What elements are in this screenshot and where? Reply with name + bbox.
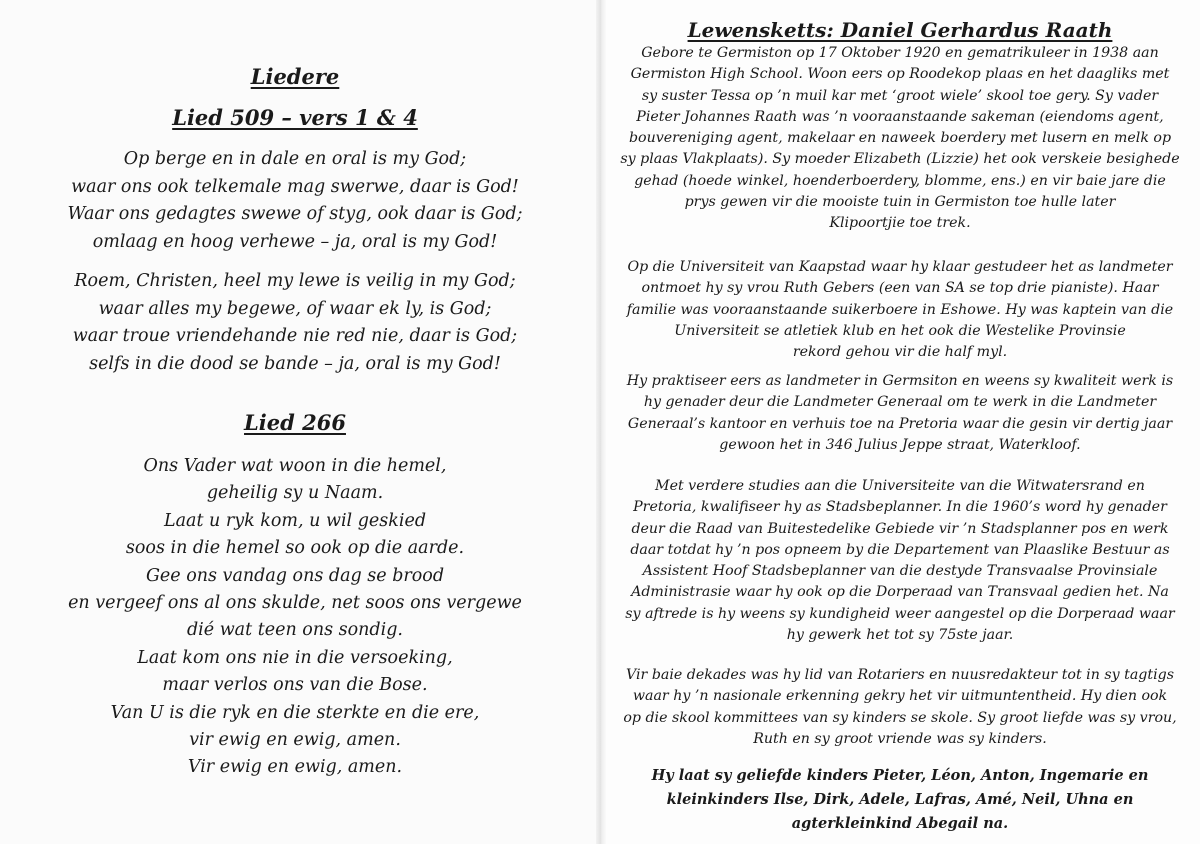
paragraph-line: ontmoet hy sy vrou Ruth Gebers (een van SA se top drie pianiste). Haar — [641, 280, 1159, 297]
paragraph-line: Hy praktiseer eers as landmeter in Germsiton en weens sy kwaliteit werk is — [626, 373, 1174, 389]
closing-line: agterkleinkind Abegail na. — [791, 815, 1009, 832]
prayer-line: Gee ons vandag ons dag se brood — [145, 565, 445, 586]
paragraph-line: gehad (hoede winkel, hoenderboerdery, blomme, ens.) en vir baie jare die — [634, 172, 1166, 189]
paragraph-line: Universiteit se atletiek klub en het ook die Westelike Provinsie — [674, 322, 1126, 339]
paragraph-line: hy genader deur die Landmeter Generaal om te werk in die Landmeter — [643, 394, 1157, 411]
hymn-266-title: Lied 266 — [244, 410, 346, 435]
paragraph-line: hy gewerk het tot sy 75ste jaar. — [786, 627, 1014, 644]
paragraph-line: Vir baie dekades was hy lid van Rotariers en nuusredakteur tot in sy tagtigs — [626, 667, 1174, 683]
prayer-line: Laat kom ons nie in die versoeking, — [137, 647, 453, 668]
verse-line: selfs in die dood se bande – ja, oral is my God! — [89, 353, 501, 374]
closing-line: Hy laat sy geliefde kinders Pieter, Léon, Anton, Ingemarie en — [651, 767, 1149, 784]
page-gutter — [596, 0, 606, 844]
paragraph-line: Gebore te Germiston op 17 Oktober 1920 en gematrikuleer in 1938 aan — [641, 45, 1159, 61]
paragraph-line: Op die Universiteit van Kaapstad waar hy klaar gestudeer het as landmeter — [627, 259, 1173, 275]
paragraph-line: Assistent Hoof Stadsbeplanner van die destyde Transvaalse Provinsiale — [642, 563, 1158, 580]
biography-paragraph-4 — [612, 476, 1188, 646]
prayer-line: soos in die hemel so ook op die aarde. — [125, 538, 465, 559]
paragraph-line: gewoon het in 346 Julius Jeppe straat, Waterkloof. — [719, 436, 1081, 453]
paragraph-line: rekord gehou vir die half myl. — [792, 344, 1008, 361]
prayer-line: geheilig sy u Naam. — [206, 483, 384, 504]
paragraph-line: Ruth en sy groot vriende was sy kinders. — [753, 730, 1047, 747]
paragraph-line: prys gewen vir die mooiste tuin in Germiston toe hulle later — [684, 194, 1116, 211]
biography-title: Lewensketts: Daniel Gerhardus Raath — [687, 18, 1113, 42]
hymn-509-verse-4 — [0, 268, 590, 378]
paragraph-line: Pretoria, kwalifiseer hy as Stadsbeplanner. In die 1960’s word hy genader — [633, 499, 1167, 516]
verse-line: Waar ons gedagtes swewe of styg, ook daar is God; — [67, 204, 523, 224]
closing-line: kleinkinders Ilse, Dirk, Adele, Lafras, Amé, Neil, Uhna en — [666, 791, 1134, 808]
prayer-line: dié wat teen ons sondig. — [186, 620, 403, 641]
paragraph-line: sy plaas Vlakplaats). Sy moeder Elizabeth (Lizzie) het ook verskeie besighede — [620, 151, 1180, 168]
verse-line: Roem, Christen, heel my lewe is veilig in my God; — [74, 271, 516, 291]
prayer-line: vir ewig en ewig, amen. — [189, 730, 401, 751]
hymn-509-title: Lied 509 – vers 1 & 4 — [172, 105, 418, 130]
songs-heading: Liedere — [250, 64, 340, 89]
biography-paragraph-5 — [612, 665, 1188, 750]
paragraph-line: deur die Raad van Buitestedelike Gebiede vir ’n Stadsplanner pos en werk — [631, 520, 1169, 537]
prayer-line: en vergeef ons al ons skulde, net soos ons vergewe — [68, 593, 522, 614]
paragraph-line: Germiston High School. Woon eers op Roodekop plaas en het daagliks met — [630, 66, 1170, 83]
paragraph-line: bouvereniging agent, makelaar en naweek boerdery met lusern en melk op — [628, 130, 1172, 147]
paragraph-line: Klipoortjie toe trek. — [829, 215, 971, 232]
paragraph-line: sy suster Tessa op ’n muil kar met ‘groot wiele’ skool toe gery. Sy vader — [641, 87, 1159, 104]
verse-line: waar alles my begewe, of waar ek ly, is God; — [98, 298, 492, 319]
verse-line: waar ons ook telkemale mag swerwe, daar is God! — [71, 176, 519, 197]
paragraph-line: daar totdat hy ’n pos opneem by die Departement van Plaaslike Bestuur as — [630, 541, 1170, 558]
hymn-509-verse-1 — [0, 146, 590, 256]
paragraph-line: op die skool kommittees van sy kinders se skole. Sy groot liefde was sy vrou, — [623, 709, 1177, 726]
paragraph-line: Administrasie waar hy ook op die Dorperaad van Transvaal gedien het. Na — [631, 584, 1169, 601]
paragraph-line: Met verdere studies aan die Universiteite van die Witwatersrand en — [655, 478, 1145, 494]
paragraph-line: Generaal’s kantoor en verhuis toe na Pretoria waar die gesin vir dertig jaar — [627, 415, 1173, 432]
prayer-line: Ons Vader wat woon in die hemel, — [143, 456, 447, 476]
verse-line: Op berge en in dale en oral is my God; — [123, 149, 467, 169]
hymn-266-text — [0, 453, 590, 782]
survivors-statement — [612, 764, 1188, 836]
biography-paragraph-2 — [612, 257, 1188, 363]
paragraph-line: sy aftrede is hy weens sy kundigheid weer aangestel op die Dorperaad waar — [625, 605, 1175, 622]
verse-line: omlaag en hoog verhewe – ja, oral is my God! — [92, 231, 498, 252]
prayer-line: Vir ewig en ewig, amen. — [187, 757, 403, 778]
verse-line: waar troue vriendehande nie red nie, daar is God; — [72, 326, 518, 346]
prayer-line: Van U is die ryk en die sterkte en die ere, — [110, 702, 480, 723]
biography-paragraph-3 — [612, 371, 1188, 456]
prayer-line: Laat u ryk kom, u wil geskied — [163, 510, 427, 531]
paragraph-line: Pieter Johannes Raath was ’n vooraanstaande sakeman (eiendoms agent, — [636, 108, 1164, 125]
paragraph-line: waar hy ’n nasionale erkenning gekry het vir uitmuntentheid. Hy dien ook — [632, 688, 1168, 705]
prayer-line: maar verlos ons van die Bose. — [162, 675, 428, 696]
biography-paragraph-1 — [612, 43, 1188, 235]
paragraph-line: familie was vooraanstaande suikerboere in Eshowe. Hy was kaptein van die — [626, 301, 1174, 318]
